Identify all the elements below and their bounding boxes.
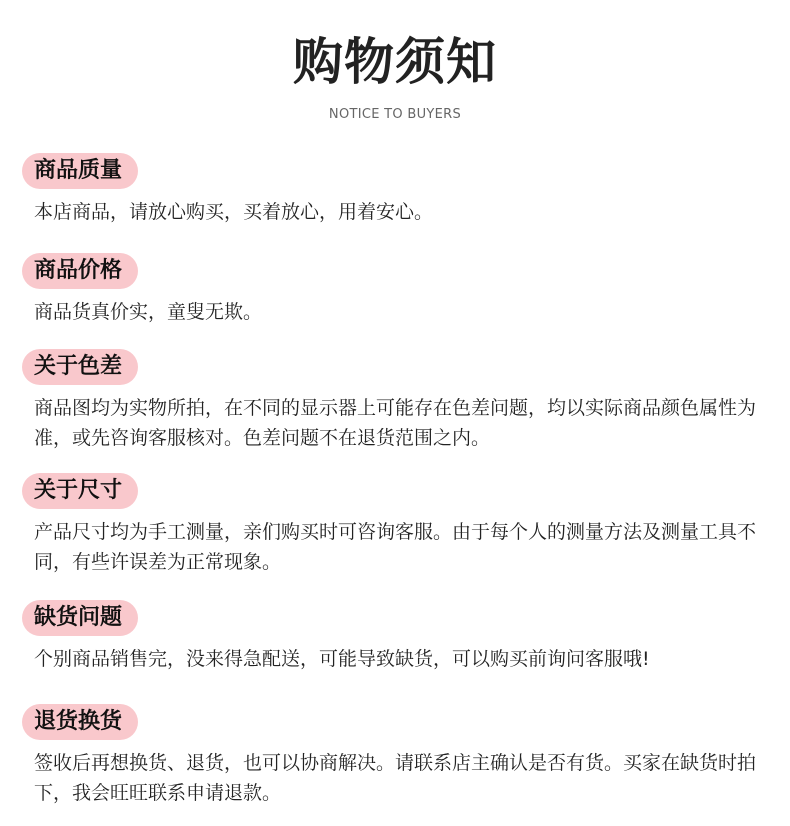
section-heading: 关于色差	[22, 349, 138, 385]
page-subtitle: NOTICE TO BUYERS	[328, 107, 462, 122]
section-heading: 关于尺寸	[22, 473, 138, 509]
section-text: 个别商品销售完，没来得急配送，可能导致缺货，可以购买前询问客服哦!	[34, 648, 650, 670]
section-text: 商品图均为实物所拍，在不同的显示器上可能存在色差问题，均以实际商品颜色属性为准，或先咨询客服核对。色差问题不在退货范围之内。	[34, 397, 757, 449]
section-heading: 商品质量	[22, 153, 138, 189]
section-heading: 退货换货	[22, 704, 138, 740]
page-title: 购物须知	[293, 33, 497, 91]
section-text: 本店商品，请放心购买，买着放心，用着安心。	[34, 201, 434, 223]
section-heading: 商品价格	[22, 253, 138, 289]
section-heading: 缺货问题	[22, 600, 138, 636]
section-text: 签收后再想换货、退货，也可以协商解决。请联系店主确认是否有货。买家在缺货时拍下，我会旺旺联系申请退款。	[34, 752, 757, 804]
section-text: 产品尺寸均为手工测量，亲们购买时可咨询客服。由于每个人的测量方法及测量工具不同，有些许误差为正常现象。	[34, 521, 757, 573]
section-text: 商品货真价实，童叟无欺。	[34, 301, 263, 323]
